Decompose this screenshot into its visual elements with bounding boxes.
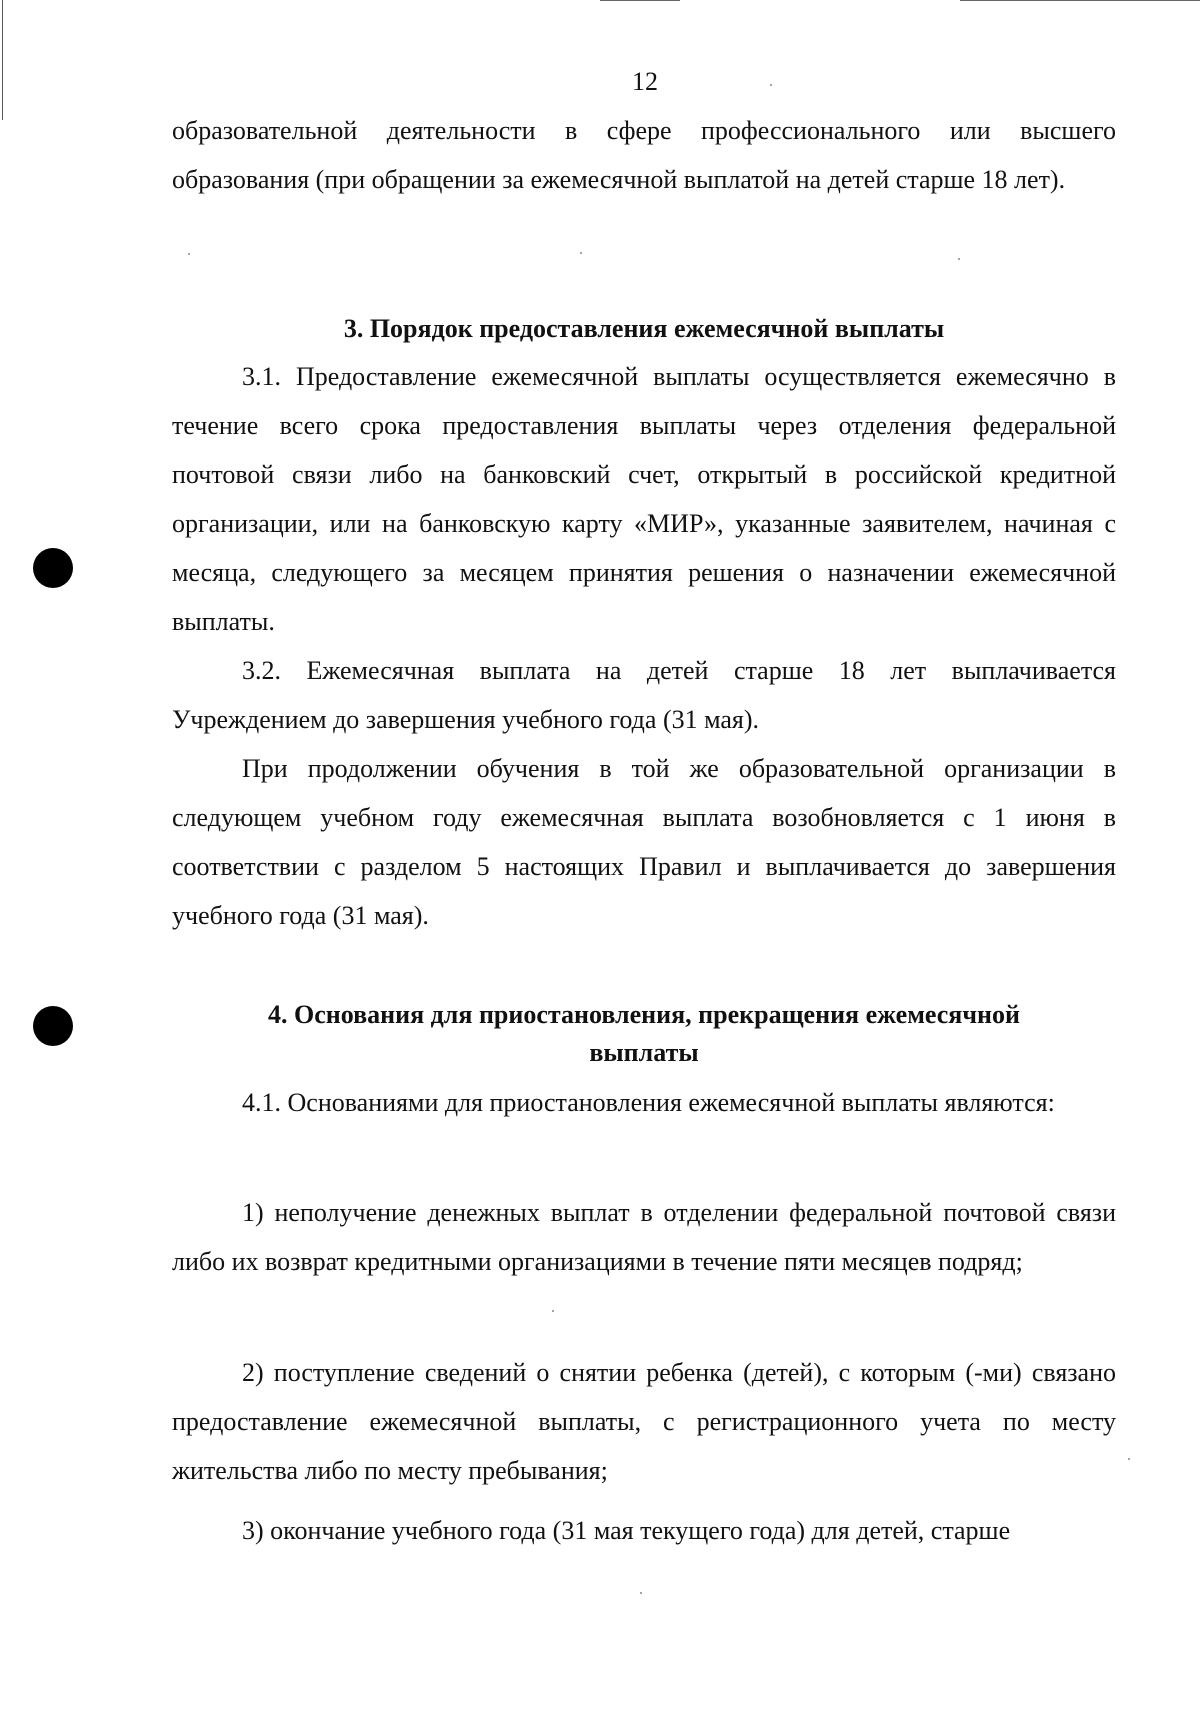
paragraph-3-1: 3.1. Предоставление ежемесячной выплаты осуществляется ежемесячно в течение всего срока предоставления выплаты через отделения федеральной почтовой связи либо на банковский счет, открытый в российской кредитной организации, или на банковскую карту «МИР», указанные заявителем, начиная с месяца, следующего за месяцем принятия решения о назначении ежемесячной выплаты. (172, 362, 1116, 636)
scan-speck (640, 1592, 642, 1594)
scan-speck (188, 253, 190, 255)
scan-speck (770, 84, 772, 86)
paragraph-3-2: 3.2. Ежемесячная выплата на детей старше 18 лет выплачивается Учреждением до завершения учебного года (31 мая). (172, 656, 1116, 734)
list-item-1: 1) неполучение денежных выплат в отделении федеральной почтовой связи либо их возврат кредитными организациями в течение пяти месяцев подряд; (172, 1198, 1116, 1276)
scan-speck (958, 258, 960, 260)
page-number: 12 (632, 67, 658, 96)
scan-speck (1128, 1458, 1130, 1460)
list-item-3: 3) окончание учебного года (31 мая текущего года) для детей, старше (242, 1516, 1011, 1545)
paragraph-3-2-continuation: При продолжении обучения в той же образовательной организации в следующем учебном году ежемесячная выплата возобновляется с 1 июня в соответствии с разделом 5 настоящих Правил и выплачивается до завершения учебного года (31 мая). (172, 754, 1116, 930)
intro-paragraph: образовательной деятельности в сфере профессионального или высшего образования (при обращении за ежемесячной выплатой на детей старше 18 лет). (172, 116, 1116, 194)
section-3-heading: 3. Порядок предоставления ежемесячной выплаты (343, 314, 945, 343)
scan-speck (580, 252, 582, 254)
section-4-heading-line2: выплаты (589, 1038, 699, 1067)
scan-speck (552, 1310, 554, 1312)
hole-punch-icon (33, 548, 73, 588)
scan-margin-line (2, 0, 3, 120)
list-item-2: 2) поступление сведений о снятии ребенка (детей), с которым (-ми) связано предоставление ежемесячной выплаты, с регистрационного учета по месту жительства либо по месту пребывания; (172, 1358, 1116, 1485)
scan-top-rule (600, 0, 680, 1)
hole-punch-icon (33, 1006, 73, 1046)
section-4-heading: 4. Основания для приостановления, прекращения ежемесячной (267, 1000, 1021, 1029)
paragraph-4-1: 4.1. Основаниями для приостановления ежемесячной выплаты являются: (242, 1088, 1055, 1117)
scan-top-rule (960, 0, 1200, 1)
